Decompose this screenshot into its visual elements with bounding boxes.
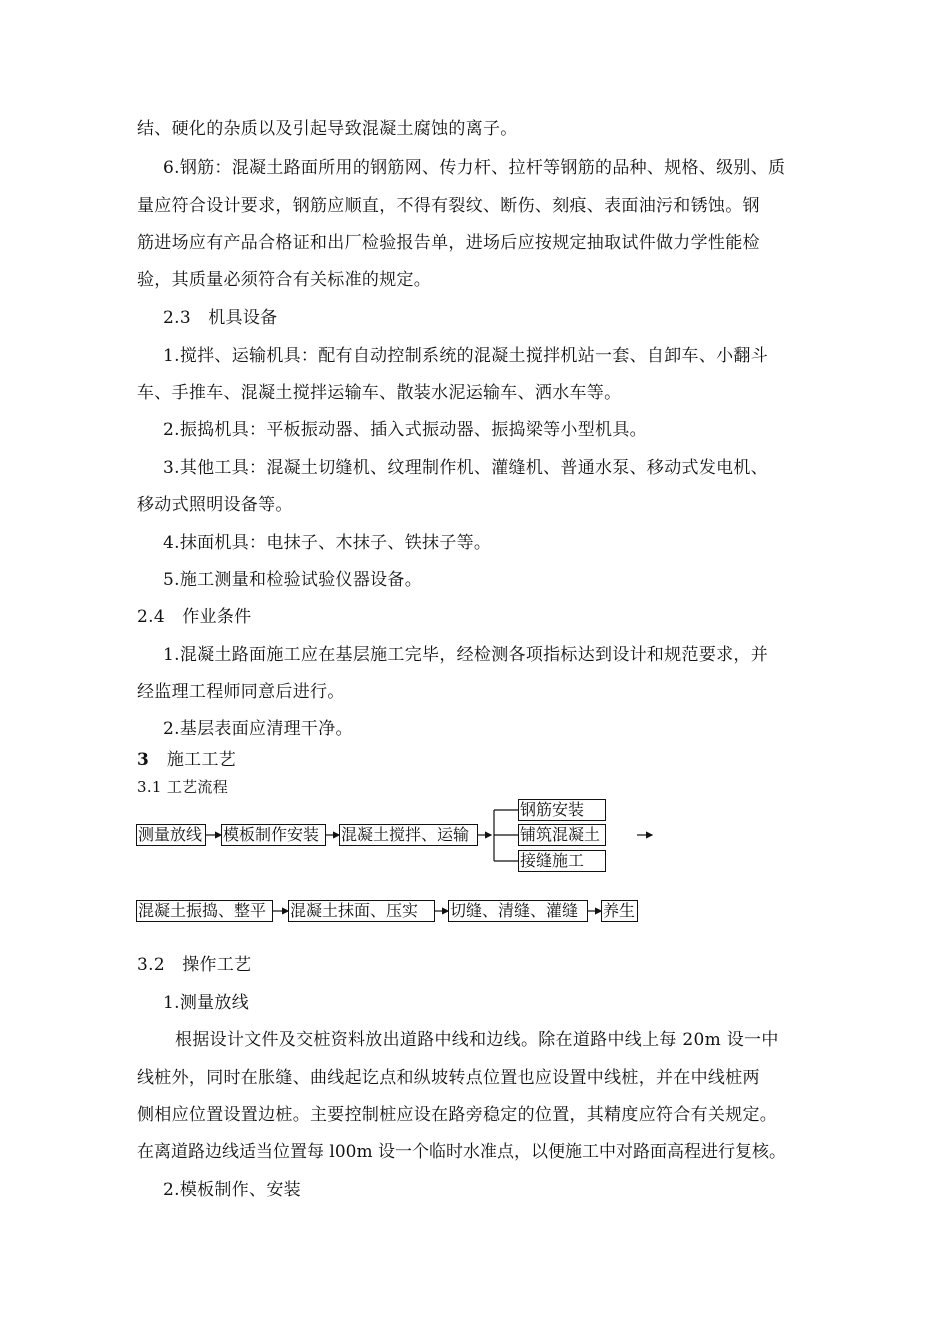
flow-step-formwork: 模板制作安装 (221, 824, 326, 846)
paragraph-line: 1.搅拌、运输机具：配有自动控制系统的混凝土搅拌机站一套、自卸车、小翻斗 (163, 346, 769, 366)
paragraph-line: 3.其他工具：混凝土切缝机、纹理制作机、灌缝机、普通水泵、移动式发电机、 (163, 458, 769, 478)
paragraph-line: 验，其质量必须符合有关标准的规定。 (137, 270, 432, 290)
section-heading-2-4: 2.4 作业条件 (137, 607, 252, 627)
paragraph-line: 车、手推车、混凝土搅拌运输车、散装水泥运输车、洒水车等。 (137, 383, 622, 403)
paragraph-line: 5.施工测量和检验试验仪器设备。 (163, 570, 423, 590)
flow-step-paving: 铺筑混凝土 (518, 824, 606, 846)
paragraph-line: 量应符合设计要求，钢筋应顺直，不得有裂纹、断伤、刻痕、表面油污和锈蚀。钢 (137, 196, 760, 216)
flow-step-joints: 接缝施工 (518, 850, 606, 872)
paragraph-line: 6.钢筋：混凝土路面所用的钢筋网、传力杆、拉杆等钢筋的品种、规格、级别、质 (163, 158, 786, 178)
paragraph-line: 线桩外，同时在胀缝、曲线起讫点和纵坡转点位置也应设置中线桩，并在中线桩两 (137, 1068, 760, 1088)
section-number: 3 (137, 750, 150, 770)
subheading-formwork: 2.模板制作、安装 (163, 1180, 301, 1200)
paragraph-line: 经监理工程师同意后进行。 (137, 682, 345, 702)
paragraph-line: 移动式照明设备等。 (137, 495, 293, 515)
section-heading-3-1: 3.1 工艺流程 (137, 778, 229, 796)
section-title: 施工工艺 (166, 750, 237, 770)
flow-step-curing: 养生 (601, 900, 638, 922)
flow-step-vibrate: 混凝土振捣、整平 (136, 900, 273, 922)
flow-step-cutting: 切缝、清缝、灌缝 (448, 900, 588, 922)
subheading-survey: 1.测量放线 (163, 993, 250, 1013)
paragraph-line: 4.抹面机具：电抹子、木抹子、铁抹子等。 (163, 533, 492, 553)
paragraph-line: 结、硬化的杂质以及引起导致混凝土腐蚀的离子。 (137, 119, 518, 139)
paragraph-line: 1.混凝土路面施工应在基层施工完毕，经检测各项指标达到设计和规范要求，并 (163, 645, 769, 665)
paragraph-line: 侧相应位置设置边桩。主要控制桩应设在路旁稳定的位置，其精度应符合有关规定。 (137, 1105, 778, 1125)
flow-step-survey: 测量放线 (136, 824, 206, 846)
paragraph-line: 在离道路边线适当位置每 l00m 设一个临时水准点，以便施工中对路面高程进行复核。 (137, 1142, 786, 1162)
paragraph-line: 2.振捣机具：平板振动器、插入式振动器、振捣梁等小型机具。 (163, 420, 647, 440)
flow-step-finishing: 混凝土抹面、压实 (288, 900, 435, 922)
section-heading-3-2: 3.2 操作工艺 (137, 955, 252, 975)
paragraph-line: 筋进场应有产品合格证和出厂检验报告单，进场后应按规定抽取试件做力学性能检 (137, 233, 760, 253)
section-heading-2-3: 2.3 机具设备 (163, 308, 278, 328)
paragraph-line: 2.基层表面应清理干净。 (163, 719, 353, 739)
flow-step-rebar: 钢筋安装 (518, 799, 606, 821)
paragraph-line: 根据设计文件及交桩资料放出道路中线和边线。除在道路中线上每 20m 设一中 (175, 1030, 779, 1050)
flow-step-mixing: 混凝土搅拌、运输 (339, 824, 478, 846)
